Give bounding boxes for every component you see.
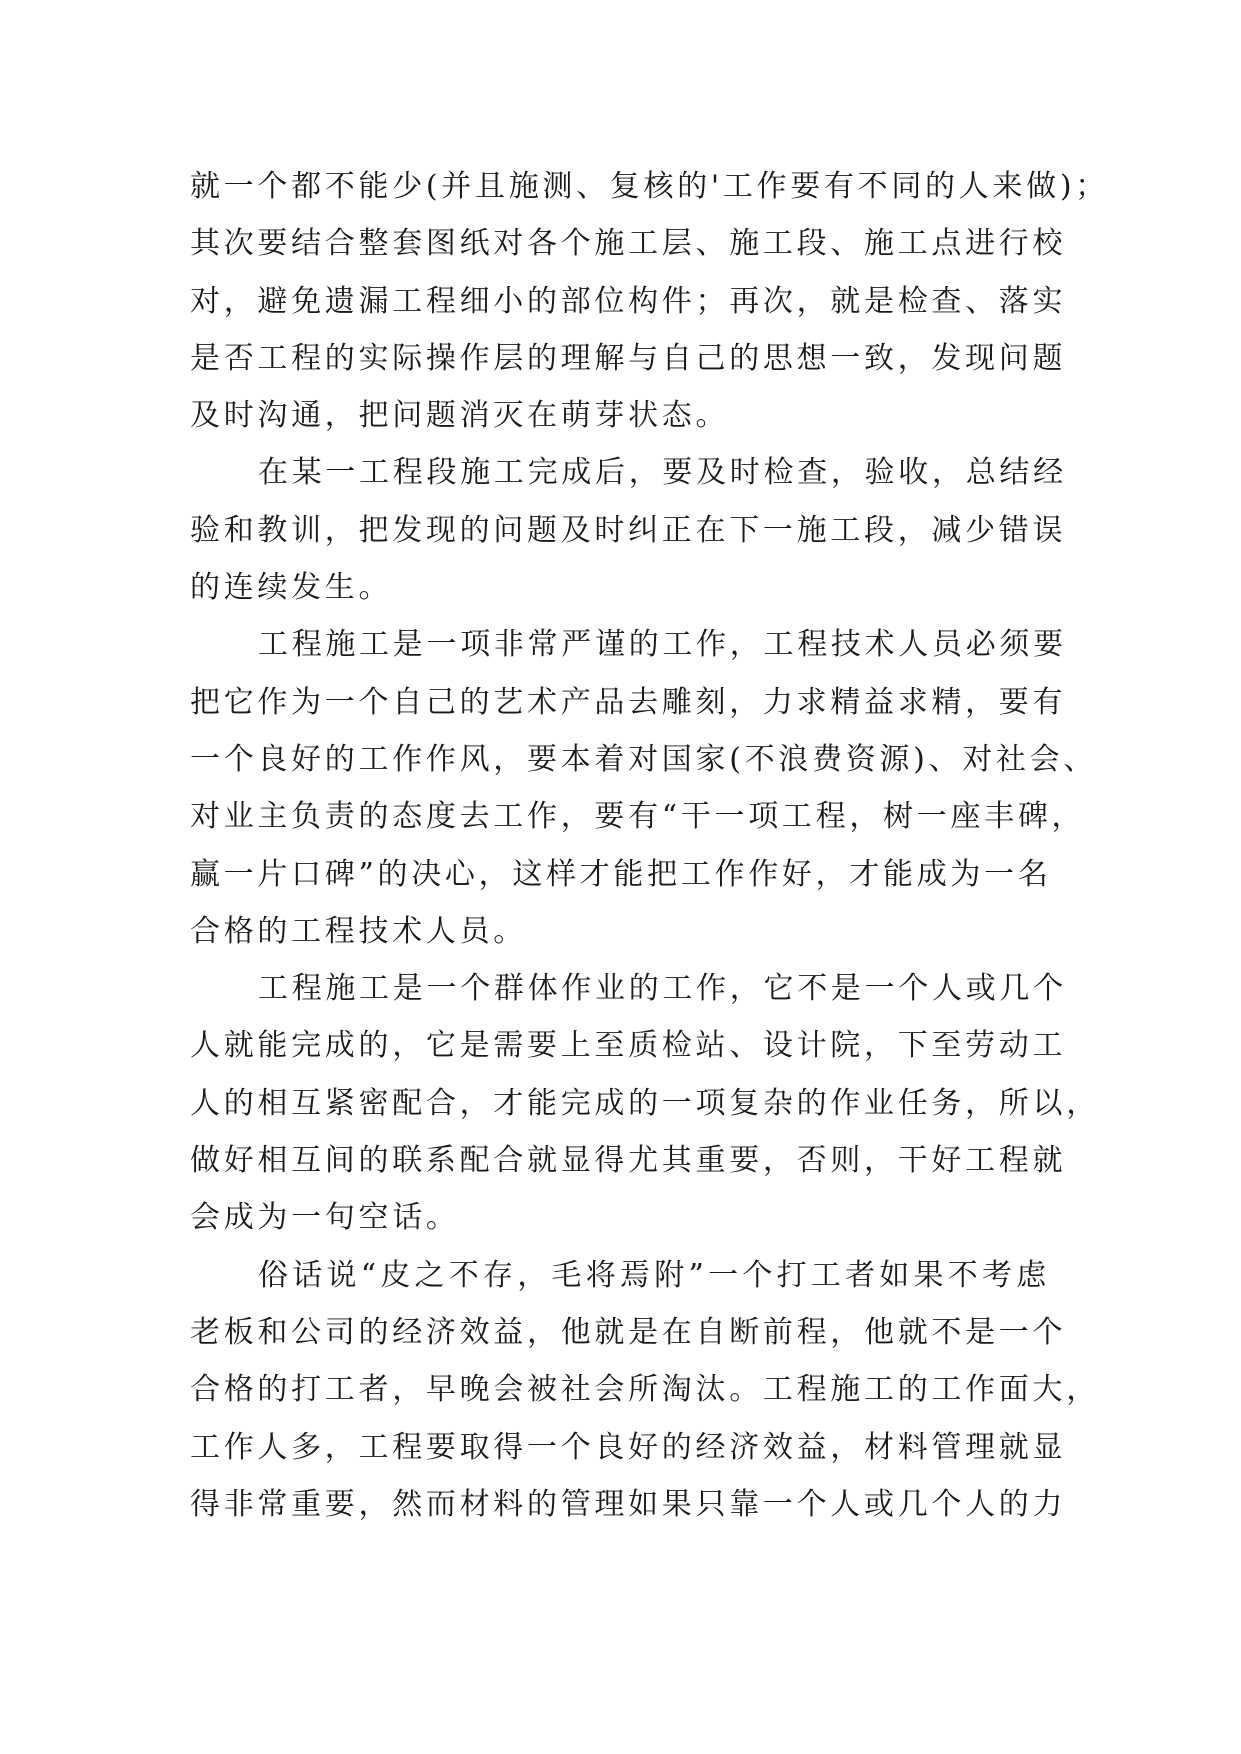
text-line: 工程施工是一项非常严谨的工作，工程技术人员必须要 (258, 627, 1067, 663)
text-line: 对业主负责的态度去工作，要有“干一项工程，树一座丰碑， (190, 799, 1086, 835)
text-line: 是否工程的实际操作层的理解与自己的思想一致，发现问题 (190, 340, 1067, 376)
text-line: 做好相互间的联系配合就显得尤其重要，否则，干好工程就 (190, 1143, 1067, 1179)
paragraph-4 (190, 960, 1100, 1246)
text-line: 人的相互紧密配合，才能完成的一项复杂的作业任务，所以， (190, 1085, 1100, 1121)
text-line: 验和教训，把发现的问题及时纠正在下一施工段，减少错误 (190, 512, 1067, 548)
text-line: 老板和公司的经济效益，他就是在自断前程，他就不是一个 (190, 1314, 1067, 1350)
text-line: 在某一工程段施工完成后，要及时检查，验收，总结经 (258, 455, 1067, 491)
paragraph-3 (190, 616, 1098, 960)
text-line: 工程施工是一个群体作业的工作，它不是一个人或几个 (258, 971, 1067, 1007)
text-line: 及时沟通，把问题消灭在萌芽状态。 (190, 398, 730, 434)
paragraph-5 (190, 1247, 1100, 1533)
text-line: 的连续发生。 (190, 570, 393, 606)
text-line: 得非常重要，然而材料的管理如果只靠一个人或几个人的力 (190, 1486, 1067, 1522)
text-line: 把它作为一个自己的艺术产品去雕刻，力求精益求精，要有 (190, 684, 1067, 720)
document-body (190, 158, 1109, 1533)
text-line: 赢一片口碑”的决心，这样才能把工作作好，才能成为一名 (190, 856, 1052, 892)
text-line: 合格的打工者，早晚会被社会所淘汰。工程施工的工作面大， (190, 1372, 1100, 1408)
text-line: 就一个都不能少(并且施测、复核的'工作要有不同的人来做)； (190, 169, 1109, 204)
text-line: 俗话说“皮之不存，毛将焉附”一个打工者如果不考虑 (258, 1257, 1050, 1293)
text-line: 合格的工程技术人员。 (190, 913, 527, 949)
paragraph-2 (190, 444, 1067, 616)
text-line: 工作人多，工程要取得一个良好的经济效益，材料管理就显 (190, 1429, 1067, 1465)
paragraph-1 (190, 158, 1109, 444)
text-line: 会成为一句空话。 (190, 1200, 460, 1236)
text-line: 其次要结合整套图纸对各个施工层、施工段、施工点进行校 (190, 226, 1067, 262)
text-line: 人就能完成的，它是需要上至质检站、设计院，下至劳动工 (190, 1028, 1067, 1064)
text-line: 一个良好的工作作风，要本着对国家(不浪费资源)、对社会、 (190, 741, 1098, 777)
text-line: 对，避免遗漏工程细小的部位构件；再次，就是检查、落实 (190, 283, 1067, 319)
